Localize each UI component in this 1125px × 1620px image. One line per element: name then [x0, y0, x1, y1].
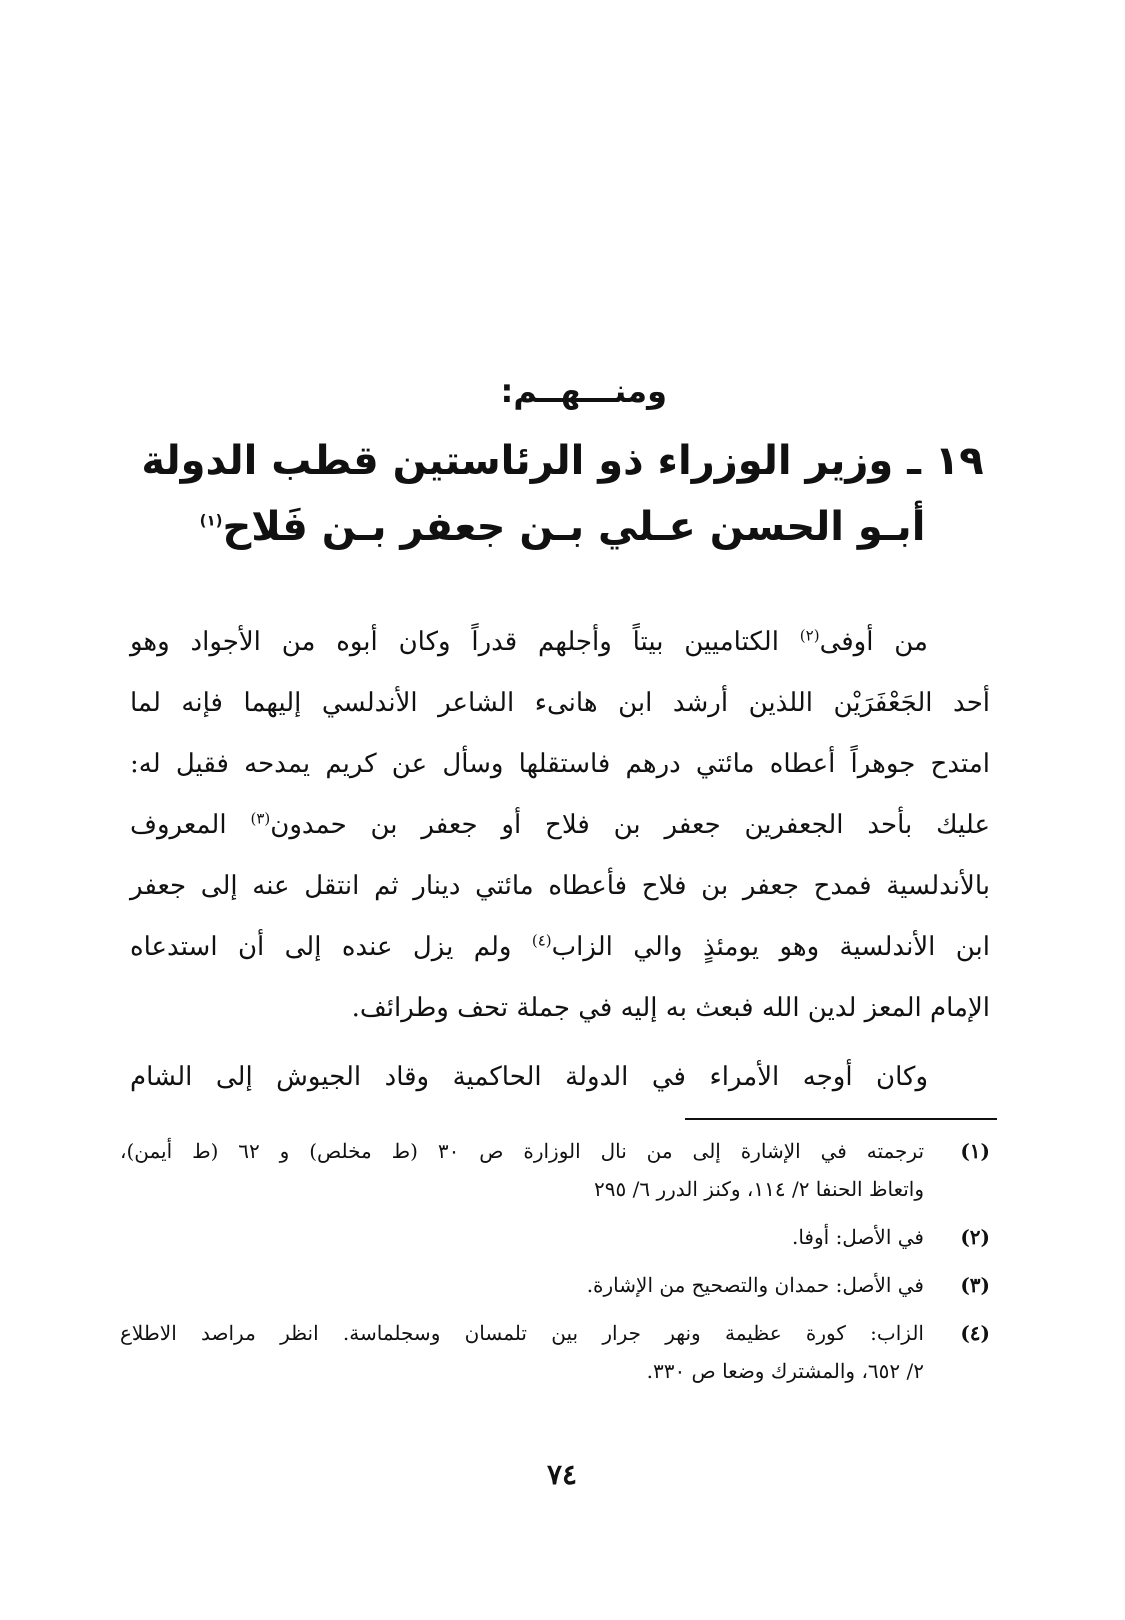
text-line: أحد الجَعْفَرَيْن اللذين أرشد ابن هانىء الشاعر الأندلسي إليهما فإنه لما [130, 688, 990, 718]
text-line: الإمام المعز لدين الله فبعث به إليه في جملة تحف وطرائف. [351, 993, 990, 1023]
footnote-line: واتعاظ الحنفا ٢/ ١١٤، وكنز الدرر ٦/ ٢٩٥ [594, 1177, 924, 1201]
footnote-item [120, 1132, 990, 1208]
footnote-number: (١) [960, 1139, 990, 1163]
footnote-line: في الأصل: حمدان والتصحيح من الإشارة. [586, 1273, 924, 1297]
page-number: ٧٤ [546, 1458, 578, 1491]
footnote-ref[interactable]: (٢) [799, 626, 820, 645]
footnote-item [120, 1314, 990, 1390]
text-segment: عليك بأحد الجعفرين جعفر بن فلاح أو جعفر بن حمدون [270, 810, 991, 840]
main-text [130, 612, 990, 1108]
text-segment: المعروف [130, 810, 251, 840]
text-segment: ولم يزل عنده إلى أن استدعاه [130, 932, 532, 962]
footnote-line: في الأصل: أوفا. [791, 1225, 924, 1249]
text-line [130, 917, 990, 978]
footnote-line: ترجمته في الإشارة إلى من نال الوزارة ص ٣٠ (ط مخلص) و ٦٢ (ط أيمن)، [120, 1139, 925, 1163]
footnote-number: (٢) [960, 1225, 990, 1249]
footnote-number: (٤) [960, 1321, 990, 1345]
section-intro: ومنـــهــم: [500, 372, 667, 410]
text-segment: الكتاميين بيتاً وأجلهم قدراً وكان أبوه من الأجواد وهو [130, 627, 800, 657]
footnotes [120, 1132, 990, 1400]
text-segment: من أوفى [819, 627, 928, 657]
footnote-item [120, 1266, 990, 1304]
footnote-separator [685, 1118, 997, 1120]
footnote-item [120, 1218, 990, 1256]
title-line-1: ١٩ ـ وزير الوزراء ذو الرئاستين قطب الدولة [141, 438, 984, 484]
text-line: بالأندلسية فمدح جعفر بن فلاح فأعطاه مائتي دينار ثم انتقل عنه إلى جعفر [130, 871, 990, 901]
footnote-ref[interactable]: (٣) [250, 809, 271, 828]
text-segment: ابن الأندلسية وهو يومئذٍ والي الزاب [551, 932, 991, 962]
text-line [130, 612, 990, 673]
title-name: أبـو الحسن عـلي بـن جعفر بـن فَلاح [222, 504, 926, 550]
footnote-ref[interactable]: (٤) [531, 931, 552, 950]
footnote-number: (٣) [960, 1273, 990, 1297]
title-line-2 [120, 494, 1005, 560]
text-line: امتدح جوهراً أعطاه مائتي درهم فاستقلها وسأل عن كريم يمدحه فقيل له: [130, 749, 990, 779]
chapter-title [120, 428, 1005, 560]
footnote-ref[interactable]: (١) [199, 511, 223, 530]
text-line: وكان أوجه الأمراء في الدولة الحاكمية وقاد الجيوش إلى الشام [130, 1062, 928, 1092]
footnote-line: الزاب: كورة عظيمة ونهر جرار بين تلمسان وسجلماسة. انظر مراصد الاطلاع [120, 1321, 924, 1345]
text-line [130, 795, 990, 856]
footnote-line: ٢/ ٦٥٢، والمشترك وضعا ص ٣٣٠. [646, 1359, 924, 1383]
